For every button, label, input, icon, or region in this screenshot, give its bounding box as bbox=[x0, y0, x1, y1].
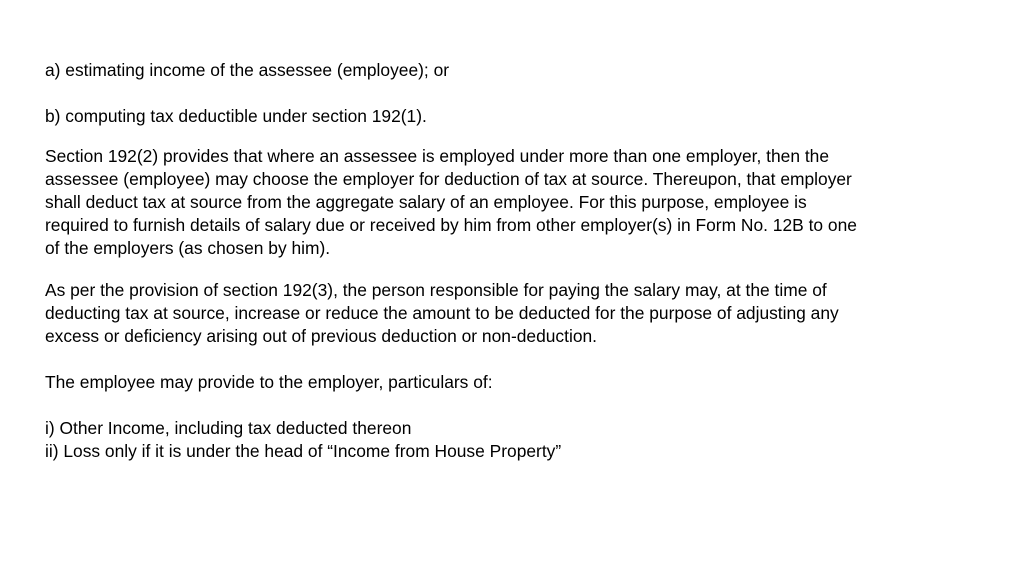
particulars-intro: The employee may provide to the employer, particulars of: bbox=[45, 372, 493, 392]
paragraph-line: excess or deficiency arising out of previous deduction or non-deduction. bbox=[45, 326, 597, 346]
paragraph-line: As per the provision of section 192(3), the person responsible for paying the salary may, at the time of bbox=[45, 280, 827, 300]
item-ii: ii) Loss only if it is under the head of “Income from House Property” bbox=[45, 441, 562, 461]
item-b: b) computing tax deductible under section 192(1). bbox=[45, 106, 427, 126]
item-i: i) Other Income, including tax deducted thereon bbox=[45, 418, 412, 438]
paragraph-line: required to furnish details of salary due or received by him from other employer(s) in Form No. 12B to one bbox=[45, 215, 857, 235]
paragraph-line: Section 192(2) provides that where an assessee is employed under more than one employer, then the bbox=[45, 146, 830, 166]
paragraph-line: deducting tax at source, increase or reduce the amount to be deducted for the purpose of adjusting any bbox=[45, 303, 839, 323]
paragraph-section-192-3 bbox=[45, 279, 965, 348]
paragraph-section-192-2 bbox=[45, 145, 965, 260]
paragraph-line: of the employers (as chosen by him). bbox=[45, 238, 331, 258]
paragraph-line: assessee (employee) may choose the employer for deduction of tax at source. Thereupon, that employer bbox=[45, 169, 852, 189]
item-a: a) estimating income of the assessee (employee); or bbox=[45, 60, 450, 80]
paragraph-line: shall deduct tax at source from the aggregate salary of an employee. For this purpose, employee is bbox=[45, 192, 807, 212]
